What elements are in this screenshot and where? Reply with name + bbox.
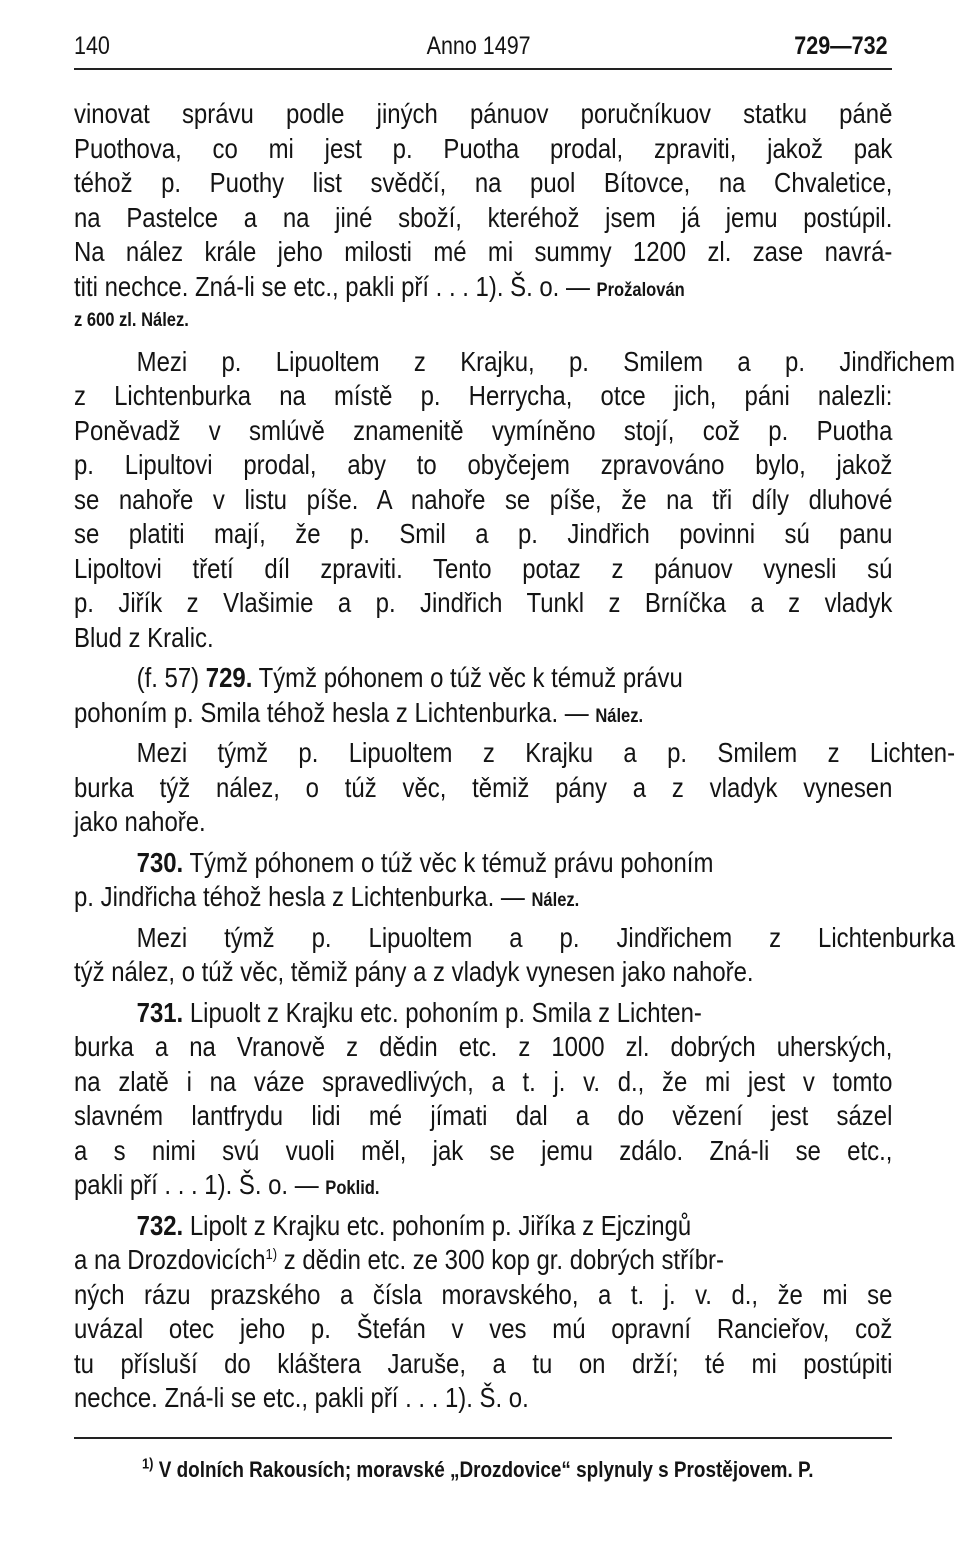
text-line: p. Jindřicha téhož hesla z Lichtenburka. — Nález. [74, 881, 580, 912]
verdict-note: Nález. [595, 705, 644, 727]
text-line: burka týž nález, o túž věc, těmiž pány a z vladyk vynesen [74, 771, 893, 803]
text-line: 732. Lipolt z Krajku etc. pohoním p. Jiříka z Ejczingů [136, 1209, 692, 1241]
running-title: Anno 1497 [426, 32, 531, 60]
text-line: Poněvadž v smlúvě znamenitě vymíněno stojí, což p. Puotha [74, 414, 893, 446]
text-line: Puothova, co mi jest p. Puotha prodal, zpraviti, jakož pak [74, 132, 893, 164]
text-line: p. Jiřík z Vlašimie a p. Jindřich Tunkl z Brníčka a z vladyk [74, 587, 893, 618]
text-line: a na Drozdovicích$^{1)}$ z dědin etc. ze 300 kop gr. dobrých stříbr- [74, 1244, 724, 1275]
text-line: p. Lipultovi prodal, aby to obyčejem zpravováno bylo, jakož [74, 449, 893, 480]
text-line: na Pastelce a na jiné sboží, kteréhož jsem já jemu postúpil. [74, 201, 893, 233]
verdict-note: Prožalován [596, 279, 685, 301]
footnote [142, 1455, 813, 1485]
text-line: jako nahoře. [74, 806, 206, 837]
text-line: nechce. Zná-li se etc., pakli pří . . . 1). Š. o. [74, 1382, 529, 1413]
text-line: a s nimi svú vuoli měl, jak se jemu zdálo. Zná-li se etc., [74, 1134, 893, 1166]
document-body [74, 97, 956, 1416]
text-line: Blud z Kralic. [74, 621, 214, 653]
text-line: Mezi p. Lipuoltem z Krajku, p. Smilem a p. Jindřichem [136, 345, 956, 377]
text-line: pohoním p. Smila téhož hesla z Lichtenburka. — Nález. [74, 696, 644, 728]
text-line: Mezi týmž p. Lipuoltem a p. Jindřichem z Lichtenburka [136, 921, 956, 953]
text-line: Mezi týmž p. Lipuoltem z Krajku a p. Smilem z Lichten- [136, 737, 956, 768]
text-line: ných rázu prazského a čísla moravského, a t. j. v. d., že mi se [74, 1278, 893, 1310]
text-line: se platiti mají, že p. Smil a p. Jindřich povinni sú panu [74, 518, 893, 549]
entry-number: 730. [136, 846, 184, 878]
entry-number: 732. [136, 1209, 184, 1241]
text-line: uvázal otec jeho p. Štefán v ves mú opravní Rancieřov, což [74, 1313, 893, 1344]
text-line: titi nechce. Zná-li se etc., pakli pří . . . 1). Š. o. — Prožalován [74, 270, 685, 302]
text-line: z Lichtenburka na místě p. Herrycha, otce jich, páni nalezli: [74, 380, 893, 411]
page-number: 140 [74, 32, 110, 60]
footnote-reference: 1) [265, 1245, 278, 1263]
running-header [74, 28, 888, 64]
text-line: na zlatě i na váze spravedlivých, a t. j. v. d., že mi jest v tomto [74, 1065, 893, 1097]
text-line: 730. Týmž póhonem o túž věc k témuž právu pohoním [136, 846, 714, 878]
text-line: slavném lantfrydu lidi mé jímati dal a do vězení jest sázel [74, 1100, 893, 1131]
text-line: se nahoře v listu píše. A nahoře se píše, že na tři díly dluhové [74, 483, 893, 515]
entry-range: 729—732 [794, 32, 888, 60]
footnote-text: V dolních Rakousích; moravské „Drozdovice“ splynuly s Prostějovem. P. [158, 1457, 814, 1482]
text-line: 731. Lipuolt z Krajku etc. pohoním p. Smila z Lichten- [136, 996, 702, 1028]
verdict-note: z 600 zl. Nález. [74, 310, 189, 331]
header-rule [74, 68, 892, 70]
footnote-mark: 1) [142, 1455, 154, 1473]
text-line: (f. 57) 729. Týmž póhonem o túž věc k témuž právu [136, 662, 683, 693]
text-line: týž nález, o túž věc, těmiž pány a z vladyk vynesen jako nahoře. [74, 956, 754, 987]
footnote-rule [74, 1437, 892, 1439]
text-line: Lipoltovi třetí díl zpraviti. Tento potaz z pánuov vynesli sú [74, 552, 893, 584]
verdict-note: Nález. [531, 890, 580, 911]
verdict-note: Poklid. [325, 1178, 380, 1199]
text-line: Na nález krále jeho milosti mé mi summy 1200 zl. zase navrá- [74, 236, 893, 267]
entry-number: 729. [205, 662, 253, 693]
entry-number: 731. [136, 996, 184, 1028]
text-line: burka a na Vranově z dědin etc. z 1000 zl. dobrých uherských, [74, 1031, 893, 1062]
text-line: tu přísluší do kláštera Jaruše, a tu on drží; té mi postúpiti [74, 1347, 893, 1379]
text-line: pakli pří . . . 1). Š. o. — Poklid. [74, 1169, 380, 1200]
text-line: vinovat správu podle jiných pánuov poručníkuov statku páně [74, 98, 893, 129]
text-line: téhož p. Puothy list svědčí, na puol Bítovce, na Chvaletice, [74, 167, 893, 198]
